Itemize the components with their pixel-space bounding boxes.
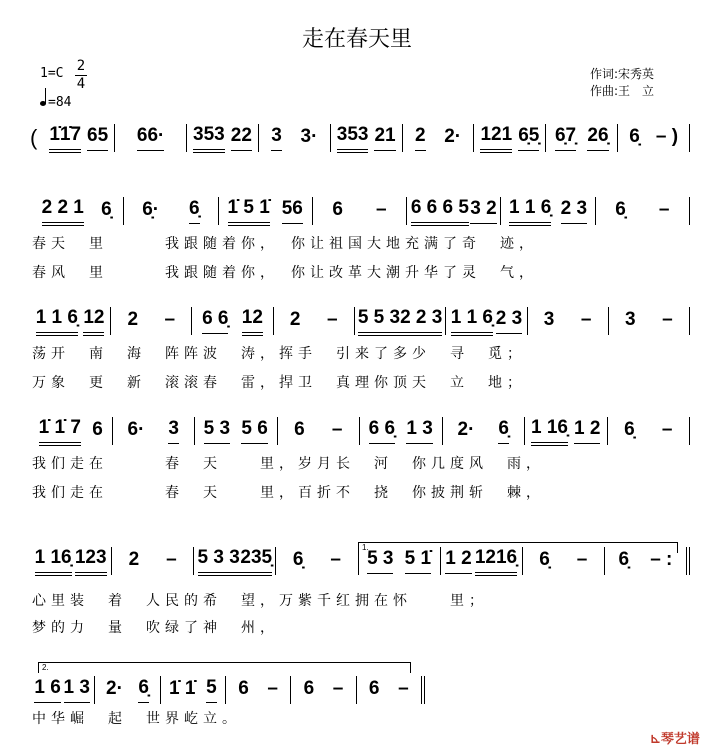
note-group: – xyxy=(330,548,341,570)
note-group: 6̣ xyxy=(189,198,200,224)
note-group: 1 2 xyxy=(445,548,471,574)
lyric-line: 梦的力 量 吹绿了神 州， xyxy=(32,620,279,636)
staff-row xyxy=(30,675,425,705)
note-group: – xyxy=(662,308,673,330)
note-group: 6 xyxy=(303,677,315,699)
note-group: 6̣ xyxy=(629,125,640,147)
note-group: 235̣ xyxy=(240,547,272,576)
measure xyxy=(525,417,608,445)
note-group: 6̣ xyxy=(624,418,635,440)
note-group: 1 3 xyxy=(406,418,432,444)
note-group: 1̇ 1̇ xyxy=(168,677,196,699)
measure xyxy=(219,197,313,225)
watermark-logo: ⊾琴艺谱 xyxy=(650,732,700,747)
measure xyxy=(596,197,690,225)
note-group: 6̣5̣ xyxy=(518,125,539,151)
measure xyxy=(30,417,113,445)
measure xyxy=(30,676,95,704)
measure xyxy=(112,547,194,575)
note-group: 1 1 6̣ xyxy=(36,307,78,336)
note-group: 3 xyxy=(168,418,179,444)
time-top: 2 xyxy=(76,58,86,74)
note-group: 1 6 xyxy=(34,677,60,703)
note-group: 6̣ xyxy=(292,548,304,570)
measure xyxy=(192,307,273,335)
note-group: 6̣ xyxy=(539,548,550,570)
measure xyxy=(194,547,276,575)
note-group: 6 xyxy=(238,677,249,699)
key-signature: 1=C xyxy=(40,66,64,81)
lyric-line: 万象 更 新 滚滚春 雷，捍卫 真理你顶天 立 地； xyxy=(32,375,526,391)
note-group: 5 xyxy=(206,677,217,703)
note-group: 12 xyxy=(242,307,263,336)
note-group: 2 xyxy=(127,308,139,330)
note-group: 5 3 xyxy=(204,418,230,444)
lyric-line: 荡开 南 海 阵阵波 涛，挥手 引来了多少 寻 觅； xyxy=(32,346,526,362)
note-group: 2 xyxy=(415,125,426,151)
note-group: 1 1 6̣ xyxy=(451,307,493,336)
measure xyxy=(111,307,192,335)
measure xyxy=(355,307,447,335)
open-paren: ( xyxy=(30,125,38,150)
note-group: – xyxy=(661,418,673,440)
quarter-note-icon xyxy=(40,101,46,106)
note-group: 6 xyxy=(294,418,305,440)
note-group: 1 16̣ xyxy=(35,547,72,576)
note-group: – xyxy=(576,548,588,570)
note-group: – xyxy=(332,677,344,699)
measure xyxy=(546,124,618,152)
measure xyxy=(124,197,218,225)
note-group: – xyxy=(331,418,343,440)
measure xyxy=(95,676,160,704)
intro-staff xyxy=(30,123,690,153)
staff-row xyxy=(30,306,690,336)
lyric-line: 春风 里 我跟随着你， 你让改革大潮升华了灵 气， xyxy=(32,265,538,281)
lyric-line: 春天 里 我跟随着你， 你让祖国大地充满了奇 迹， xyxy=(32,236,538,252)
note-group: 1216̣ xyxy=(475,547,517,576)
note-group: 2 2 1 xyxy=(42,197,84,226)
note-group: 5 5 3 xyxy=(358,307,400,336)
note-group: 26̣ xyxy=(587,125,608,151)
note-group: 2· xyxy=(457,418,475,440)
lyricist: 作词:宋秀英 xyxy=(590,67,655,81)
note-group: 2 3 xyxy=(561,198,587,224)
note-group: 1 2 xyxy=(574,418,600,444)
note-group: 6̣ xyxy=(498,418,509,444)
note-group: 123 xyxy=(75,547,107,576)
measure xyxy=(161,676,226,704)
note-group: 6 xyxy=(368,677,380,699)
note-group: 65 xyxy=(87,125,108,151)
lyric-line: 中华崛 起 世界屹立。 xyxy=(32,711,241,727)
note-group: 56 xyxy=(282,198,303,224)
note-group: 12 xyxy=(83,307,104,336)
note-group: – ) xyxy=(655,125,679,147)
note-group: – xyxy=(267,677,278,699)
measure xyxy=(446,307,527,335)
measure xyxy=(30,307,111,335)
measure xyxy=(331,124,403,152)
note-group: – xyxy=(164,308,176,330)
measure xyxy=(113,417,196,445)
measure xyxy=(259,124,331,152)
note-group: 2· xyxy=(444,125,462,147)
measure xyxy=(501,197,595,225)
measure xyxy=(357,676,425,704)
measure xyxy=(359,547,441,575)
note-group: 6̣ xyxy=(138,677,149,703)
measure xyxy=(441,547,523,575)
measure xyxy=(523,547,605,575)
credits xyxy=(590,66,654,100)
measure xyxy=(407,197,501,225)
note-group: 1 3 xyxy=(64,677,90,703)
measure xyxy=(274,307,355,335)
time-signature xyxy=(75,58,87,93)
measure xyxy=(608,417,691,445)
measure xyxy=(609,307,690,335)
note-group: 1̇1̇7 xyxy=(49,124,81,153)
volta-2: 2. xyxy=(38,662,411,673)
measure xyxy=(43,124,115,152)
note-group: 6 6̣ xyxy=(202,308,228,334)
staff-row xyxy=(30,416,690,446)
note-group: – xyxy=(658,198,670,220)
measure xyxy=(278,417,361,445)
note-group: 6̣ xyxy=(618,548,630,570)
measure xyxy=(291,676,356,704)
measure xyxy=(443,417,526,445)
note-group: 3 2 xyxy=(470,198,496,224)
note-group: 6· xyxy=(127,418,145,440)
measure xyxy=(276,547,358,575)
note-group: 1̇ 5 1̇ xyxy=(228,197,270,226)
measure xyxy=(360,417,443,445)
note-group: 1 16̣ xyxy=(531,417,568,446)
note-group: 66· xyxy=(137,125,164,151)
note-group: 6 6̣ xyxy=(369,418,395,444)
measure xyxy=(313,197,407,225)
note-group: 2 xyxy=(289,308,301,330)
note-group: 6 xyxy=(332,198,343,220)
note-group: 2· xyxy=(106,677,123,699)
measure xyxy=(187,124,259,152)
measure xyxy=(30,197,124,225)
composer: 作曲:王 立 xyxy=(590,84,655,98)
note-group: 6 xyxy=(92,418,103,440)
staff-row xyxy=(30,546,690,576)
note-group: 2 2 3 xyxy=(400,307,442,336)
note-group: 5 1̇ xyxy=(405,548,431,574)
note-group: 5 3 xyxy=(367,548,393,574)
tempo-value: =84 xyxy=(48,95,72,110)
lyric-line: 我们走在 春 天 里，百折不 挠 你披荆斩 棘， xyxy=(32,485,545,501)
note-group: 3 xyxy=(271,125,282,151)
note-group: 6̣ xyxy=(615,198,626,220)
note-group: 2 3 xyxy=(496,308,522,334)
note-group: 6 6 6 5 xyxy=(411,197,469,226)
note-group: 353 xyxy=(337,124,369,153)
lyric-line: 心里装 着 人民的希 望，万紫千红拥在怀 里； xyxy=(32,593,488,609)
note-group: 3 xyxy=(625,308,636,330)
note-group: 1̇ 1̇ 7 xyxy=(39,417,81,446)
measure xyxy=(115,124,187,152)
note-group: – xyxy=(166,548,177,570)
note-group: 3· xyxy=(300,125,318,147)
note-group: 3 xyxy=(543,308,555,330)
lyric-line: 我们走在 春 天 里，岁月长 河 你几度风 雨， xyxy=(32,456,545,472)
measure xyxy=(195,417,278,445)
measure xyxy=(30,547,112,575)
note-group: 2 xyxy=(128,548,140,570)
note-group: 5 3 3 xyxy=(198,547,240,576)
staff-row xyxy=(30,196,690,226)
note-group: 21 xyxy=(374,125,395,151)
measure xyxy=(474,124,546,152)
time-bottom: 4 xyxy=(76,76,86,92)
note-group: – xyxy=(398,677,409,699)
measure xyxy=(528,307,609,335)
measure xyxy=(226,676,291,704)
measure xyxy=(605,547,690,575)
song-title: 走在春天里 xyxy=(301,27,412,52)
measure xyxy=(403,124,475,152)
note-group: 1 1 6̣ xyxy=(509,197,551,226)
note-group: – xyxy=(326,308,338,330)
note-group: 6̣7̣ xyxy=(555,125,576,151)
note-group: 5 6 xyxy=(241,418,267,444)
note-group: 6̣ xyxy=(101,198,112,220)
measure xyxy=(618,124,690,152)
note-group: – xyxy=(580,308,592,330)
note-group: – xyxy=(376,198,387,220)
note-group: – : xyxy=(650,548,673,570)
note-group: 353 xyxy=(193,124,225,153)
volta-1: 1. xyxy=(358,542,678,553)
note-group: 121 xyxy=(480,124,512,153)
note-group: 22 xyxy=(231,125,252,151)
note-group: 6̣· xyxy=(142,198,160,220)
tempo-marking xyxy=(40,95,71,110)
